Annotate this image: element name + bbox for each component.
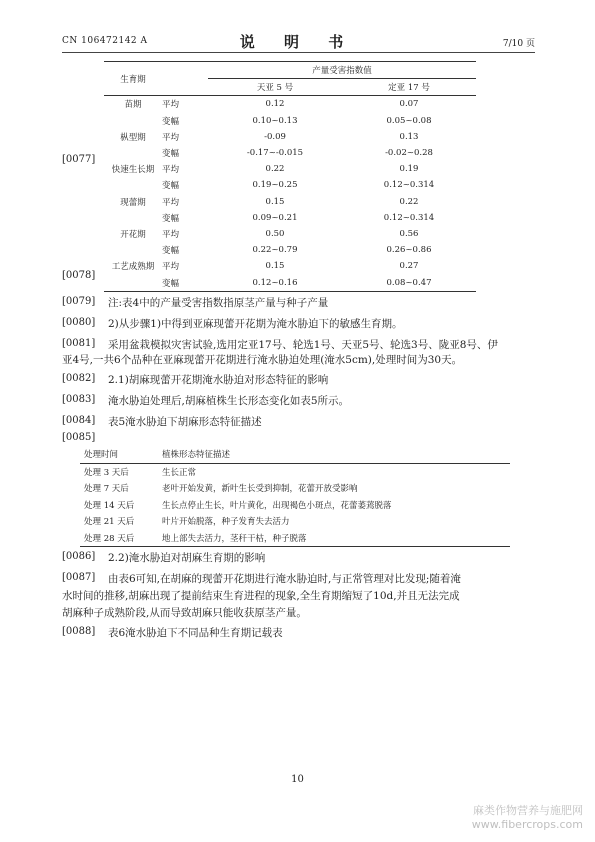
table-row [80, 513, 510, 530]
value-cell: 0.19 [399, 164, 419, 175]
stage-cell [104, 242, 162, 258]
value-cell: 0.10~0.13 [252, 115, 298, 126]
table-row [104, 145, 476, 161]
value-cell: 0.50 [265, 228, 285, 239]
value-cell: -0.17~-0.015 [246, 148, 304, 159]
table-row [80, 480, 510, 497]
time-cell: 处理 7 天后 [84, 484, 129, 495]
table5-morphology [80, 446, 510, 547]
paragraph-0086: 2.2)淹水胁迫对胡麻生育期的影响 [108, 552, 266, 564]
watermark [472, 804, 583, 832]
value-cell: 0.12~0.314 [383, 212, 435, 223]
table-row [104, 177, 476, 193]
table4-header-variety-2: 定亚 17 号 [388, 83, 430, 94]
stage-cell [104, 177, 162, 193]
table-row [80, 530, 510, 547]
paragraph-0079: 注:表4中的产量受害指数指原茎产量与种子产量 [108, 297, 329, 309]
page-title: 说 明 书 [239, 33, 356, 51]
value-cell: 0.15 [265, 261, 285, 272]
para-number-0077: [0077] [62, 154, 96, 165]
metric-cell: 平均 [162, 132, 180, 143]
value-cell: 0.26~0.86 [386, 245, 432, 256]
metric-cell: 平均 [162, 197, 180, 208]
paragraph-0087-line3: 胡麻种子成熟阶段,从而导致胡麻只能收获原茎产量。 [62, 607, 307, 619]
table4-header-variety-1: 天亚 5 号 [256, 83, 294, 94]
table4-header-group: 产量受害指数值 [208, 62, 476, 79]
paragraph-0088: 表6淹水胁迫下不同品种生育期记载表 [108, 627, 283, 639]
metric-cell: 变幅 [162, 116, 180, 127]
table-row [80, 497, 510, 514]
time-cell: 处理 3 天后 [84, 467, 129, 478]
metric-cell: 平均 [162, 229, 180, 240]
stage-cell: 枞型期 [120, 132, 146, 143]
paragraph-0082: 2.1)胡麻现蕾开花期淹水胁迫对形态特征的影响 [108, 374, 329, 386]
table-row [104, 113, 476, 129]
value-cell: 0.07 [342, 96, 476, 113]
value-cell: 0.12~0.314 [383, 180, 435, 191]
watermark-line2: www.fibercrops.com [471, 818, 583, 831]
value-cell: 0.13 [399, 131, 419, 142]
para-number-0083: [0083] [62, 394, 96, 405]
table-row [104, 129, 476, 145]
para-number-0079: [0079] [62, 296, 96, 307]
metric-cell: 变幅 [162, 274, 208, 291]
stage-cell: 苗期 [104, 96, 162, 113]
value-cell: -0.02~0.28 [385, 148, 433, 159]
value-cell: -0.09 [264, 131, 286, 142]
table-row [104, 274, 476, 291]
value-cell: 0.12 [208, 96, 342, 113]
desc-cell: 生长正常 [162, 467, 197, 478]
metric-cell: 变幅 [162, 213, 180, 224]
table-row [104, 242, 476, 258]
stage-cell: 工艺成熟期 [111, 262, 155, 273]
value-cell: 0.27 [399, 261, 419, 272]
table4-header-blank [162, 62, 208, 96]
table-row [104, 96, 476, 113]
paragraph-0081-line1: 采用盆栽模拟灾害试验,选用定亚17号、轮选1号、天亚5号、轮选3号、陇亚8号、伊 [108, 339, 498, 351]
value-cell: 0.56 [399, 228, 419, 239]
para-number-0088: [0088] [62, 626, 96, 637]
time-cell: 处理 21 天后 [84, 517, 135, 528]
page-number: 10 [291, 774, 304, 785]
metric-cell: 平均 [162, 165, 180, 176]
value-cell: 0.15 [265, 196, 285, 207]
value-cell: 0.08~0.47 [342, 274, 476, 291]
desc-cell: 叶片开始脱落，种子发育失去活力 [162, 517, 290, 528]
para-number-0084: [0084] [62, 415, 96, 426]
value-cell: 0.05~0.08 [386, 115, 432, 126]
stage-cell [104, 274, 162, 291]
paragraph-0081-line2: 亚4号,一共6个品种在亚麻现蕾开花期进行淹水胁迫处理(淹水5cm),处理时间为30天。 [62, 354, 463, 366]
paragraph-0087-line1: 由表6可知,在胡麻的现蕾开花期进行淹水胁迫时,与正常管理对比发现;随着淹 [108, 573, 461, 585]
stage-cell [104, 145, 162, 161]
table-row [104, 258, 476, 274]
para-number-0080: [0080] [62, 317, 96, 328]
desc-cell: 生长点停止生长，叶片黄化，出现褐色小斑点，花蕾萎蔫脱落 [162, 500, 392, 511]
value-cell: 0.12~0.16 [208, 274, 342, 291]
desc-cell: 地上部失去活力，茎秆干枯，种子脱落 [156, 530, 510, 547]
value-cell: 0.22~0.79 [252, 245, 298, 256]
metric-cell: 平均 [162, 96, 208, 113]
table-row [104, 226, 476, 242]
metric-cell: 变幅 [162, 149, 180, 160]
paragraph-0084: 表5淹水胁迫下胡麻形态特征描述 [108, 416, 262, 428]
stage-cell: 快速生长期 [111, 165, 155, 176]
value-cell: 0.22 [399, 196, 419, 207]
value-cell: 0.22 [265, 164, 285, 175]
table5-header-time: 处理时间 [80, 446, 156, 463]
table-row [104, 161, 476, 177]
table-row [104, 210, 476, 226]
paragraph-0080: 2)从步骤1)中得到亚麻现蕾开花期为淹水胁迫下的敏感生育期。 [108, 318, 403, 330]
table5-header-desc: 植株形态特征描述 [156, 446, 510, 463]
stage-cell [104, 113, 162, 129]
patent-number: CN 106472142 A [62, 36, 148, 46]
para-number-0087: [0087] [62, 572, 96, 583]
stage-cell [104, 210, 162, 226]
metric-cell: 变幅 [162, 181, 180, 192]
table4-yield-damage-index [104, 61, 476, 292]
header-divider [62, 52, 535, 53]
page-indicator: 7/10 页 [502, 39, 535, 49]
para-number-0085: [0085] [62, 432, 96, 443]
metric-cell: 变幅 [162, 246, 180, 257]
watermark-line1: 麻类作物营养与施肥网 [473, 804, 583, 817]
stage-cell: 现蕾期 [120, 197, 146, 208]
para-number-0078: [0078] [62, 270, 96, 281]
para-number-0086: [0086] [62, 551, 96, 562]
metric-cell: 平均 [162, 262, 180, 273]
paragraph-0083: 淹水胁迫处理后,胡麻植株生长形态变化如表5所示。 [108, 395, 350, 407]
paragraph-0087-line2: 水时间的推移,胡麻出现了提前结束生育进程的现象,全生育期缩短了10d,并且无法完成 [62, 590, 460, 602]
stage-cell: 开花期 [120, 229, 146, 240]
value-cell: 0.09~0.21 [252, 212, 298, 223]
time-cell: 处理 14 天后 [84, 500, 135, 511]
para-number-0081: [0081] [62, 338, 96, 349]
table4-header-stage: 生育期 [104, 62, 162, 96]
desc-cell: 老叶开始发黄，新叶生长受到抑制，花蕾开放受影响 [162, 484, 358, 495]
table-row [104, 194, 476, 210]
para-number-0082: [0082] [62, 373, 96, 384]
table-row [80, 463, 510, 480]
value-cell: 0.19~0.25 [252, 180, 298, 191]
time-cell: 处理 28 天后 [80, 530, 156, 547]
